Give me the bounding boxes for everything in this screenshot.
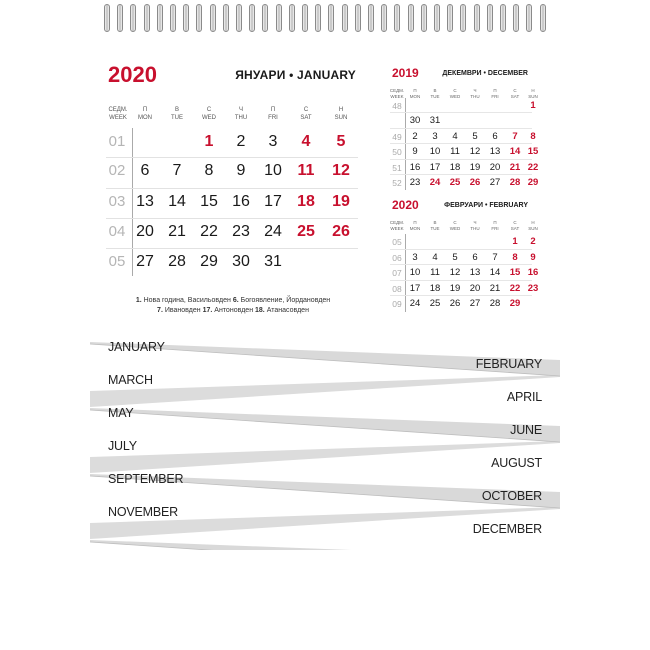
binding-coil <box>526 4 532 32</box>
holidays-line-2 <box>104 306 362 316</box>
mini-week-number: 52 <box>392 178 402 188</box>
mini-day-cell: 6 <box>472 251 478 263</box>
mini-day-header-local: П <box>413 88 417 93</box>
mini-row-separator <box>390 249 532 250</box>
day-cell: 13 <box>136 193 154 210</box>
mini-week-number: 50 <box>392 147 402 158</box>
mini-day-cell: 29 <box>509 298 521 310</box>
mini-day-cell: 20 <box>469 282 481 294</box>
month-strip-left-label: NOVEMBER <box>108 505 178 519</box>
mini-day-header-en: THU <box>470 94 480 99</box>
week-number: 01 <box>108 133 126 150</box>
day-header-local: СЕДМ. <box>108 107 128 113</box>
mini-day-cell: 10 <box>429 146 441 158</box>
day-cell: 25 <box>297 223 315 240</box>
mini-day-cell: 21 <box>489 282 501 294</box>
holiday-date: 7. <box>157 307 163 314</box>
day-cell: 17 <box>264 193 282 210</box>
month-strip-left-label: MAY <box>108 406 134 420</box>
mini-day-header-en: WED <box>449 226 461 231</box>
mini-day-cell: 27 <box>469 298 481 310</box>
mini-week-number: 06 <box>392 252 402 263</box>
day-cell: 16 <box>232 193 250 210</box>
binding-coil <box>302 4 308 32</box>
month-strip-left-label: JANUARY <box>108 340 165 354</box>
binding-coil <box>342 4 348 32</box>
row-separator <box>106 188 358 189</box>
mini-day-header-local: В <box>433 220 437 225</box>
day-cell: 24 <box>264 223 282 240</box>
mini-week-number: 51 <box>392 162 402 173</box>
mini-day-header <box>426 88 444 100</box>
day-cell: 12 <box>332 162 350 179</box>
mini-day-cell: 2 <box>530 236 536 247</box>
binding-coil <box>381 4 387 32</box>
binding-coil <box>368 4 374 32</box>
mini-day-header-local: СЕДМ. <box>389 88 405 93</box>
mini-day-cell: 25 <box>429 298 441 310</box>
mini-day-header-en: TUE <box>430 226 440 231</box>
mini-day-cell: 13 <box>469 267 481 279</box>
mini-day-cell: 9 <box>412 146 418 158</box>
mini-day-cell: 14 <box>509 146 521 158</box>
day-cell: 28 <box>168 253 186 270</box>
mini-day-cell: 28 <box>489 298 501 310</box>
mini-day-header-en: TUE <box>430 94 440 99</box>
mini-day-cell: 5 <box>472 130 478 142</box>
month-strip-right-label: AUGUST <box>491 456 542 470</box>
mini-row-separator <box>390 264 532 265</box>
mini-day-cell: 19 <box>469 161 481 173</box>
mini-day-header-local: С <box>453 220 457 225</box>
week-number: 04 <box>108 223 126 240</box>
mini-day-header <box>406 220 424 232</box>
mini-day-header-en: SUN <box>528 94 538 99</box>
week-number: 02 <box>108 162 126 179</box>
day-header-en: FRI <box>268 115 278 121</box>
mini-day-cell: 10 <box>409 267 421 279</box>
day-cell: 30 <box>232 253 250 270</box>
day-cell: 19 <box>332 193 350 210</box>
day-header-en: SAT <box>300 115 312 121</box>
mini-day-cell: 5 <box>452 251 458 263</box>
mini-row-separator <box>390 143 532 144</box>
mini-day-header-en: WED <box>449 94 461 99</box>
main-month-title: ЯНУАРИ • JANUARY <box>235 68 356 82</box>
day-header-local: П <box>142 107 148 113</box>
day-header-local: С <box>303 107 309 113</box>
binding-coil <box>500 4 506 32</box>
day-header-en: TUE <box>171 115 183 121</box>
mini-day-cell: 20 <box>489 161 501 173</box>
row-separator <box>106 248 358 249</box>
day-cell: 27 <box>136 253 154 270</box>
mini-day-header-en: WEEK <box>390 94 404 99</box>
holiday-name: Ивановден <box>162 307 203 314</box>
holidays-note <box>104 296 362 316</box>
mini-day-header-local: П <box>413 220 417 225</box>
mini-day-header <box>466 88 484 100</box>
december-year: 2019 <box>392 66 419 80</box>
binding-coil <box>540 4 546 32</box>
mini-day-header <box>486 220 504 232</box>
mini-day-header-en: SUN <box>528 226 538 231</box>
mini-day-cell: 8 <box>530 130 536 142</box>
week-number: 05 <box>108 253 126 270</box>
binding-coil <box>355 4 361 32</box>
mini-day-header-en: FRI <box>491 226 499 231</box>
holiday-name: Антоновден <box>212 307 256 314</box>
day-cell: 6 <box>140 162 150 179</box>
holiday-date: 17. <box>202 307 213 314</box>
mini-day-cell: 30 <box>409 115 421 127</box>
day-header <box>194 106 224 122</box>
mini-day-cell: 7 <box>512 130 518 142</box>
holiday-date: 6. <box>232 297 239 304</box>
mini-week-number: 07 <box>392 268 402 279</box>
holiday-date: 1. <box>135 297 142 304</box>
row-separator <box>106 218 358 219</box>
day-header-en: WED <box>202 115 216 121</box>
day-header <box>130 106 160 122</box>
mini-row-separator <box>390 280 532 281</box>
mini-day-header-local: Ч <box>473 220 477 225</box>
month-strip-left-label: SEPTEMBER <box>108 472 184 486</box>
mini-day-cell: 6 <box>492 130 498 142</box>
mini-week-number: 49 <box>392 131 402 142</box>
february-year: 2020 <box>392 198 419 212</box>
binding-coil <box>210 4 216 32</box>
binding-coil <box>513 4 519 32</box>
day-cell: 21 <box>168 223 186 240</box>
day-header-local: В <box>174 107 179 113</box>
mini-day-cell: 23 <box>527 282 539 294</box>
mini-day-cell: 16 <box>527 267 539 279</box>
mini-day-cell: 2 <box>412 130 418 142</box>
binding-coil <box>276 4 282 32</box>
binding-coil <box>104 4 110 32</box>
mini-day-cell: 14 <box>489 267 501 279</box>
mini-day-cell: 13 <box>489 146 501 158</box>
mini-day-header-local: П <box>493 88 497 93</box>
month-strip-right-label: FEBRUARY <box>475 357 542 371</box>
mini-day-cell: 1 <box>530 100 536 111</box>
mini-day-header-en: WEEK <box>390 226 404 231</box>
day-cell: 31 <box>264 253 282 270</box>
day-cell: 8 <box>204 162 214 179</box>
binding-coil <box>434 4 440 32</box>
strip-shadow <box>90 441 560 473</box>
mini-day-cell: 26 <box>449 298 461 310</box>
mini-day-cell: 21 <box>509 161 521 173</box>
february-month-title: ФЕВРУАРИ • FEBRUARY <box>444 202 528 209</box>
binding-coil <box>144 4 150 32</box>
binding-coil <box>117 4 123 32</box>
mini-day-cell: 24 <box>409 298 421 310</box>
mini-day-header <box>446 220 464 232</box>
binding-coil <box>328 4 334 32</box>
mini-day-header-local: Н <box>531 88 535 93</box>
mini-day-cell: 16 <box>409 161 421 173</box>
holiday-name: Атанасовден <box>264 307 309 314</box>
mini-day-cell: 15 <box>527 146 539 158</box>
binding-coil <box>183 4 189 32</box>
main-year: 2020 <box>108 62 157 87</box>
day-header <box>291 106 321 122</box>
mini-day-header <box>446 88 464 100</box>
mini-row-separator <box>390 295 532 296</box>
day-cell: 11 <box>297 162 315 179</box>
mini-week-number: 05 <box>392 237 402 247</box>
strip-shadow <box>90 540 560 550</box>
mini-day-header-en: SAT <box>510 226 520 231</box>
day-cell: 26 <box>332 223 350 240</box>
row-separator <box>106 157 358 158</box>
mini-day-cell: 22 <box>509 282 521 294</box>
holidays-line-1 <box>104 296 362 306</box>
mini-day-header <box>466 220 484 232</box>
mini-day-header <box>426 220 444 232</box>
december-month-title: ДЕКЕМВРИ • DECEMBER <box>442 70 528 77</box>
mini-day-cell: 15 <box>509 267 521 279</box>
day-header-local: С <box>206 107 212 113</box>
day-cell: 20 <box>136 223 154 240</box>
mini-day-cell: 4 <box>432 251 438 263</box>
mini-week-number: 08 <box>392 283 402 294</box>
day-header-local: Ч <box>239 107 243 113</box>
day-header <box>162 106 192 122</box>
month-strip-right-label: OCTOBER <box>481 489 542 503</box>
mini-day-header <box>486 88 504 100</box>
day-cell: 22 <box>200 223 218 240</box>
binding-coil <box>130 4 136 32</box>
mini-day-header-en: THU <box>470 226 480 231</box>
mini-day-header-local: СЕДМ. <box>389 220 405 225</box>
mini-day-cell: 26 <box>469 177 481 188</box>
day-cell: 5 <box>336 133 346 150</box>
binding-coil <box>223 4 229 32</box>
day-header <box>258 106 288 122</box>
mini-day-cell: 3 <box>432 130 438 142</box>
mini-day-cell: 12 <box>449 267 461 279</box>
binding-coil <box>487 4 493 32</box>
month-strip-left-label: JULY <box>108 439 137 453</box>
day-cell: 29 <box>200 253 218 270</box>
mini-row-separator <box>390 159 532 160</box>
mini-day-header-local: Ч <box>473 88 477 93</box>
mini-week-number: 48 <box>392 101 402 111</box>
mini-row-separator <box>390 174 532 175</box>
binding-coil <box>474 4 480 32</box>
month-strip-left-label: MARCH <box>108 373 153 387</box>
day-header-en: WEEK <box>109 115 127 121</box>
mini-day-cell: 25 <box>449 177 461 188</box>
mini-day-cell: 18 <box>449 161 461 173</box>
mini-week-number: 09 <box>392 299 402 310</box>
day-cell: 15 <box>200 193 218 210</box>
mini-day-cell: 8 <box>512 251 518 263</box>
month-strip-right-label: JUNE <box>510 423 542 437</box>
day-header-en: THU <box>234 115 248 121</box>
week-number: 03 <box>108 193 126 210</box>
mini-day-cell: 11 <box>430 267 440 279</box>
mini-day-cell: 4 <box>452 130 458 142</box>
month-strips <box>90 330 560 550</box>
day-cell: 9 <box>236 162 246 179</box>
spiral-binding <box>104 4 552 36</box>
day-header-en: SUN <box>334 115 348 121</box>
mini-day-cell: 1 <box>512 236 518 247</box>
binding-coil <box>157 4 163 32</box>
mini-day-header-local: С <box>513 220 517 225</box>
mini-day-header-local: П <box>493 220 497 225</box>
day-cell: 3 <box>268 133 278 150</box>
mini-day-cell: 17 <box>409 282 421 294</box>
day-header-local: П <box>270 107 276 113</box>
mini-day-header-en: SAT <box>510 94 520 99</box>
binding-coil <box>394 4 400 32</box>
mini-day-header-en: FRI <box>491 94 499 99</box>
mini-day-header <box>524 88 542 100</box>
strip-shadow <box>90 375 560 407</box>
day-cell: 18 <box>297 193 315 210</box>
binding-coil <box>315 4 321 32</box>
month-strip-right-label: APRIL <box>506 390 542 404</box>
mini-day-header <box>388 88 406 100</box>
mini-day-cell: 17 <box>429 161 441 173</box>
mini-day-header <box>388 220 406 232</box>
binding-coil <box>421 4 427 32</box>
binding-coil <box>249 4 255 32</box>
day-header-en: MON <box>138 115 152 121</box>
binding-coil <box>460 4 466 32</box>
day-cell: 2 <box>236 133 246 150</box>
binding-coil <box>408 4 414 32</box>
month-strip-right-label: DECEMBER <box>472 522 542 536</box>
mini-day-cell: 19 <box>449 282 461 294</box>
day-cell: 1 <box>204 133 214 150</box>
day-header <box>226 106 256 122</box>
mini-day-cell: 31 <box>429 115 441 127</box>
mini-day-cell: 23 <box>409 177 421 188</box>
binding-coil <box>236 4 242 32</box>
mini-day-header <box>506 220 524 232</box>
day-cell: 10 <box>264 162 282 179</box>
mini-day-header-local: В <box>433 88 437 93</box>
mini-day-cell: 22 <box>527 161 539 173</box>
holiday-name: Нова година, Васильовден <box>141 297 233 304</box>
binding-coil <box>170 4 176 32</box>
mini-day-cell: 7 <box>492 251 498 263</box>
mini-day-header-en: MON <box>409 94 421 99</box>
holiday-date: 18. <box>255 307 265 314</box>
mini-day-cell: 27 <box>489 177 501 188</box>
mini-day-cell: 29 <box>527 177 539 188</box>
day-cell: 4 <box>301 133 311 150</box>
binding-coil <box>262 4 268 32</box>
mini-row-separator <box>390 112 532 113</box>
mini-day-cell: 3 <box>412 251 418 263</box>
mini-day-cell: 28 <box>509 177 521 188</box>
mini-day-cell: 9 <box>530 251 536 263</box>
day-header <box>326 106 356 122</box>
mini-day-header-local: Н <box>531 220 535 225</box>
day-header-local: Н <box>338 107 344 113</box>
mini-day-cell: 18 <box>429 282 441 294</box>
binding-coil <box>447 4 453 32</box>
day-header <box>103 106 133 122</box>
mini-day-header-local: С <box>453 88 457 93</box>
day-cell: 14 <box>168 193 186 210</box>
mini-day-header <box>524 220 542 232</box>
day-cell: 23 <box>232 223 250 240</box>
mini-day-cell: 11 <box>450 146 460 158</box>
day-cell: 7 <box>172 162 182 179</box>
binding-coil <box>289 4 295 32</box>
mini-day-header-local: С <box>513 88 517 93</box>
holiday-name: Богоявление, Йордановден <box>238 297 331 304</box>
binding-coil <box>196 4 202 32</box>
mini-day-cell: 12 <box>469 146 481 158</box>
mini-row-separator <box>390 128 532 129</box>
mini-day-header <box>506 88 524 100</box>
mini-day-header-en: MON <box>409 226 421 231</box>
mini-day-header <box>406 88 424 100</box>
mini-day-cell: 24 <box>429 177 441 188</box>
